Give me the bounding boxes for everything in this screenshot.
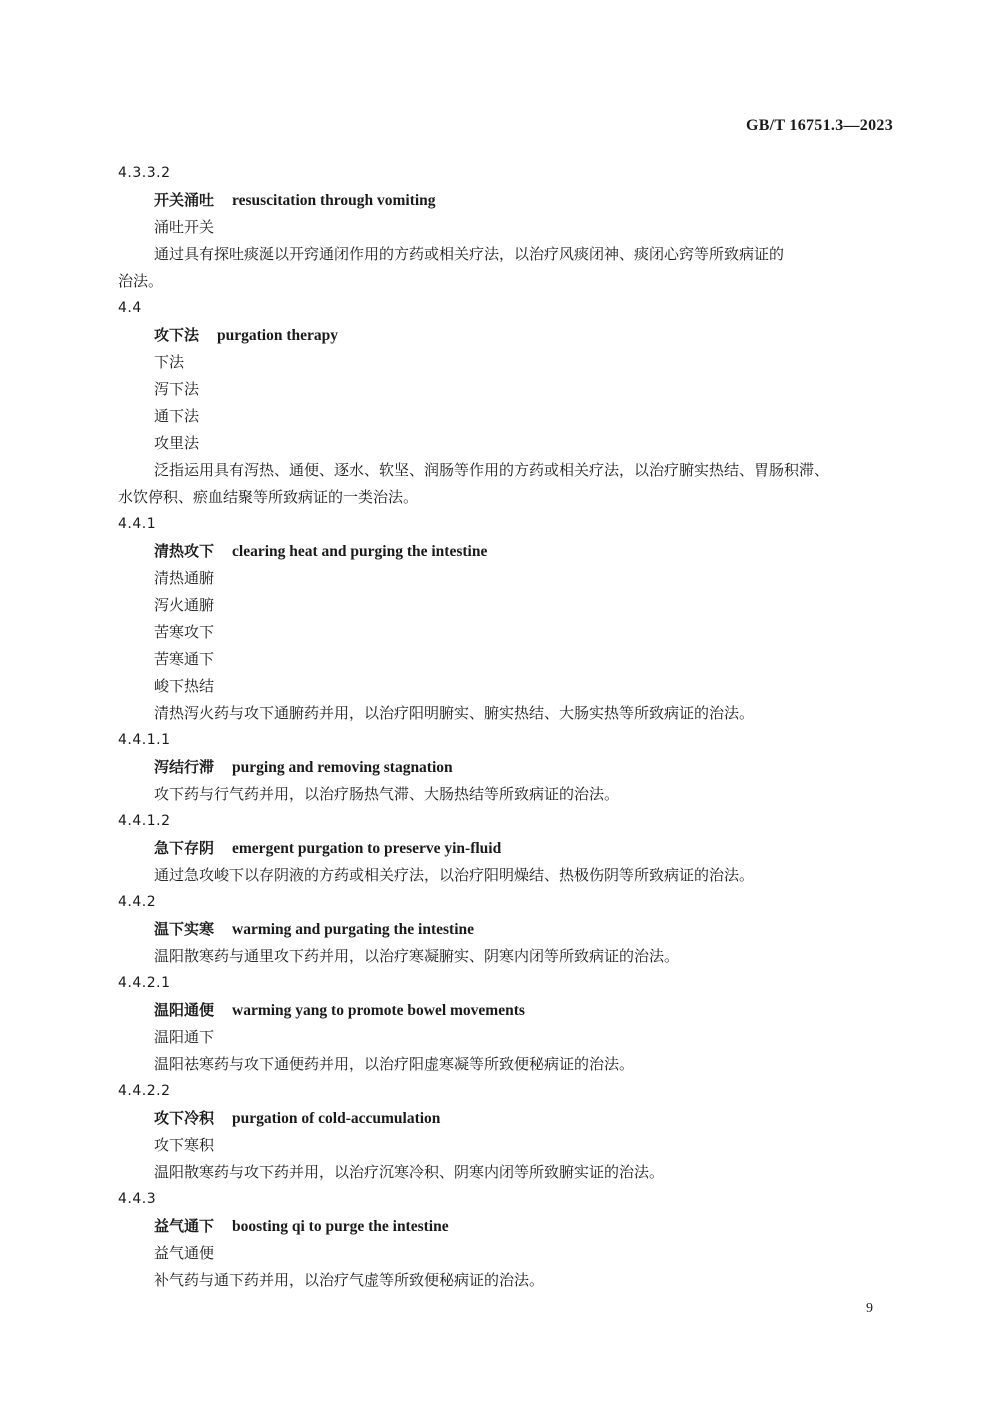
term-heading: [118, 1105, 898, 1132]
definition-line: 温阳祛寒药与攻下通便药并用，以治疗阳虚寒凝等所致便秘病证的治法。: [154, 1055, 635, 1073]
section-number: 4.4.1: [118, 516, 157, 532]
section-number: 4.4.2.2: [118, 1083, 171, 1099]
section-number: 4.4.2: [118, 894, 157, 910]
term-english: emergent purgation to preserve yin-fluid: [232, 840, 502, 857]
synonym: 攻里法: [154, 434, 200, 452]
definition-line: 通过具有探吐痰涎以开窍通闭作用的方药或相关疗法，以治疗风痰闭神、痰闭心窍等所致病证的: [154, 245, 785, 263]
term-heading: [118, 187, 898, 214]
definition-line: 泛指运用具有泻热、通便、逐水、软坚、润肠等作用的方药或相关疗法，以治疗腑实热结、胃肠积滞、: [154, 461, 830, 479]
term-heading: [118, 538, 898, 565]
term-chinese: 急下存阴: [154, 839, 215, 857]
term-english: clearing heat and purging the intestine: [232, 543, 488, 560]
term-chinese: 开关涌吐: [154, 191, 215, 209]
section-number: 4.4.1.1: [118, 732, 171, 748]
term-english: resuscitation through vomiting: [232, 192, 436, 209]
section-number: 4.3.3.2: [118, 165, 171, 181]
synonym: 益气通便: [154, 1244, 215, 1262]
term-chinese: 益气通下: [154, 1217, 215, 1235]
term-chinese: 温下实寒: [154, 920, 215, 938]
term-chinese: 攻下法: [154, 326, 200, 344]
definition-line: 清热泻火药与攻下通腑药并用，以治疗阳明腑实、腑实热结、大肠实热等所致病证的治法。: [154, 704, 755, 722]
synonym: 苦寒攻下: [154, 623, 215, 641]
definition-line: 水饮停积、瘀血结聚等所致病证的一类治法。: [118, 488, 419, 506]
term-heading: [118, 1213, 898, 1240]
document-id-header: GB/T 16751.3—2023: [745, 117, 893, 134]
term-english: purgation of cold-accumulation: [232, 1110, 441, 1127]
term-chinese: 清热攻下: [154, 542, 215, 560]
definition-line: 补气药与通下药并用，以治疗气虚等所致便秘病证的治法。: [154, 1271, 545, 1289]
synonym: 泻下法: [154, 380, 200, 398]
section-number: 4.4.2.1: [118, 975, 171, 991]
section-number: 4.4.1.2: [118, 813, 171, 829]
section-number: 4.4.3: [118, 1191, 157, 1207]
synonym: 攻下寒积: [154, 1136, 215, 1154]
synonym: 泻火通腑: [154, 596, 215, 614]
term-english: purging and removing stagnation: [232, 759, 453, 776]
term-chinese: 温阳通便: [154, 1001, 215, 1019]
definition-line: 温阳散寒药与攻下药并用，以治疗沉寒冷积、阴寒内闭等所致腑实证的治法。: [154, 1163, 665, 1181]
document-body: [118, 160, 898, 1294]
synonym: 清热通腑: [154, 569, 215, 587]
term-heading: [118, 916, 898, 943]
term-heading: [118, 835, 898, 862]
page-number: 9: [866, 1301, 873, 1316]
section-number: 4.4: [118, 300, 142, 316]
term-english: boosting qi to purge the intestine: [232, 1218, 449, 1235]
synonym: 温阳通下: [154, 1028, 215, 1046]
synonym: 涌吐开关: [154, 218, 215, 236]
synonym: 通下法: [154, 407, 200, 425]
term-chinese: 泻结行滞: [154, 758, 215, 776]
synonym: 峻下热结: [154, 677, 215, 695]
definition-line: 攻下药与行气药并用，以治疗肠热气滞、大肠热结等所致病证的治法。: [154, 785, 620, 803]
synonym: 下法: [154, 353, 185, 371]
term-heading: [118, 754, 898, 781]
synonym: 苦寒通下: [154, 650, 215, 668]
term-english: purgation therapy: [217, 327, 339, 344]
definition-line: 通过急攻峻下以存阴液的方药或相关疗法，以治疗阳明燥结、热极伤阴等所致病证的治法。: [154, 866, 755, 884]
term-chinese: 攻下冷积: [154, 1109, 215, 1127]
term-english: warming yang to promote bowel movements: [232, 1002, 525, 1019]
term-heading: [118, 322, 898, 349]
term-english: warming and purgating the intestine: [232, 921, 475, 938]
definition-line: 治法。: [118, 272, 164, 290]
definition-line: 温阳散寒药与通里攻下药并用，以治疗寒凝腑实、阴寒内闭等所致病证的治法。: [154, 947, 680, 965]
term-heading: [118, 997, 898, 1024]
